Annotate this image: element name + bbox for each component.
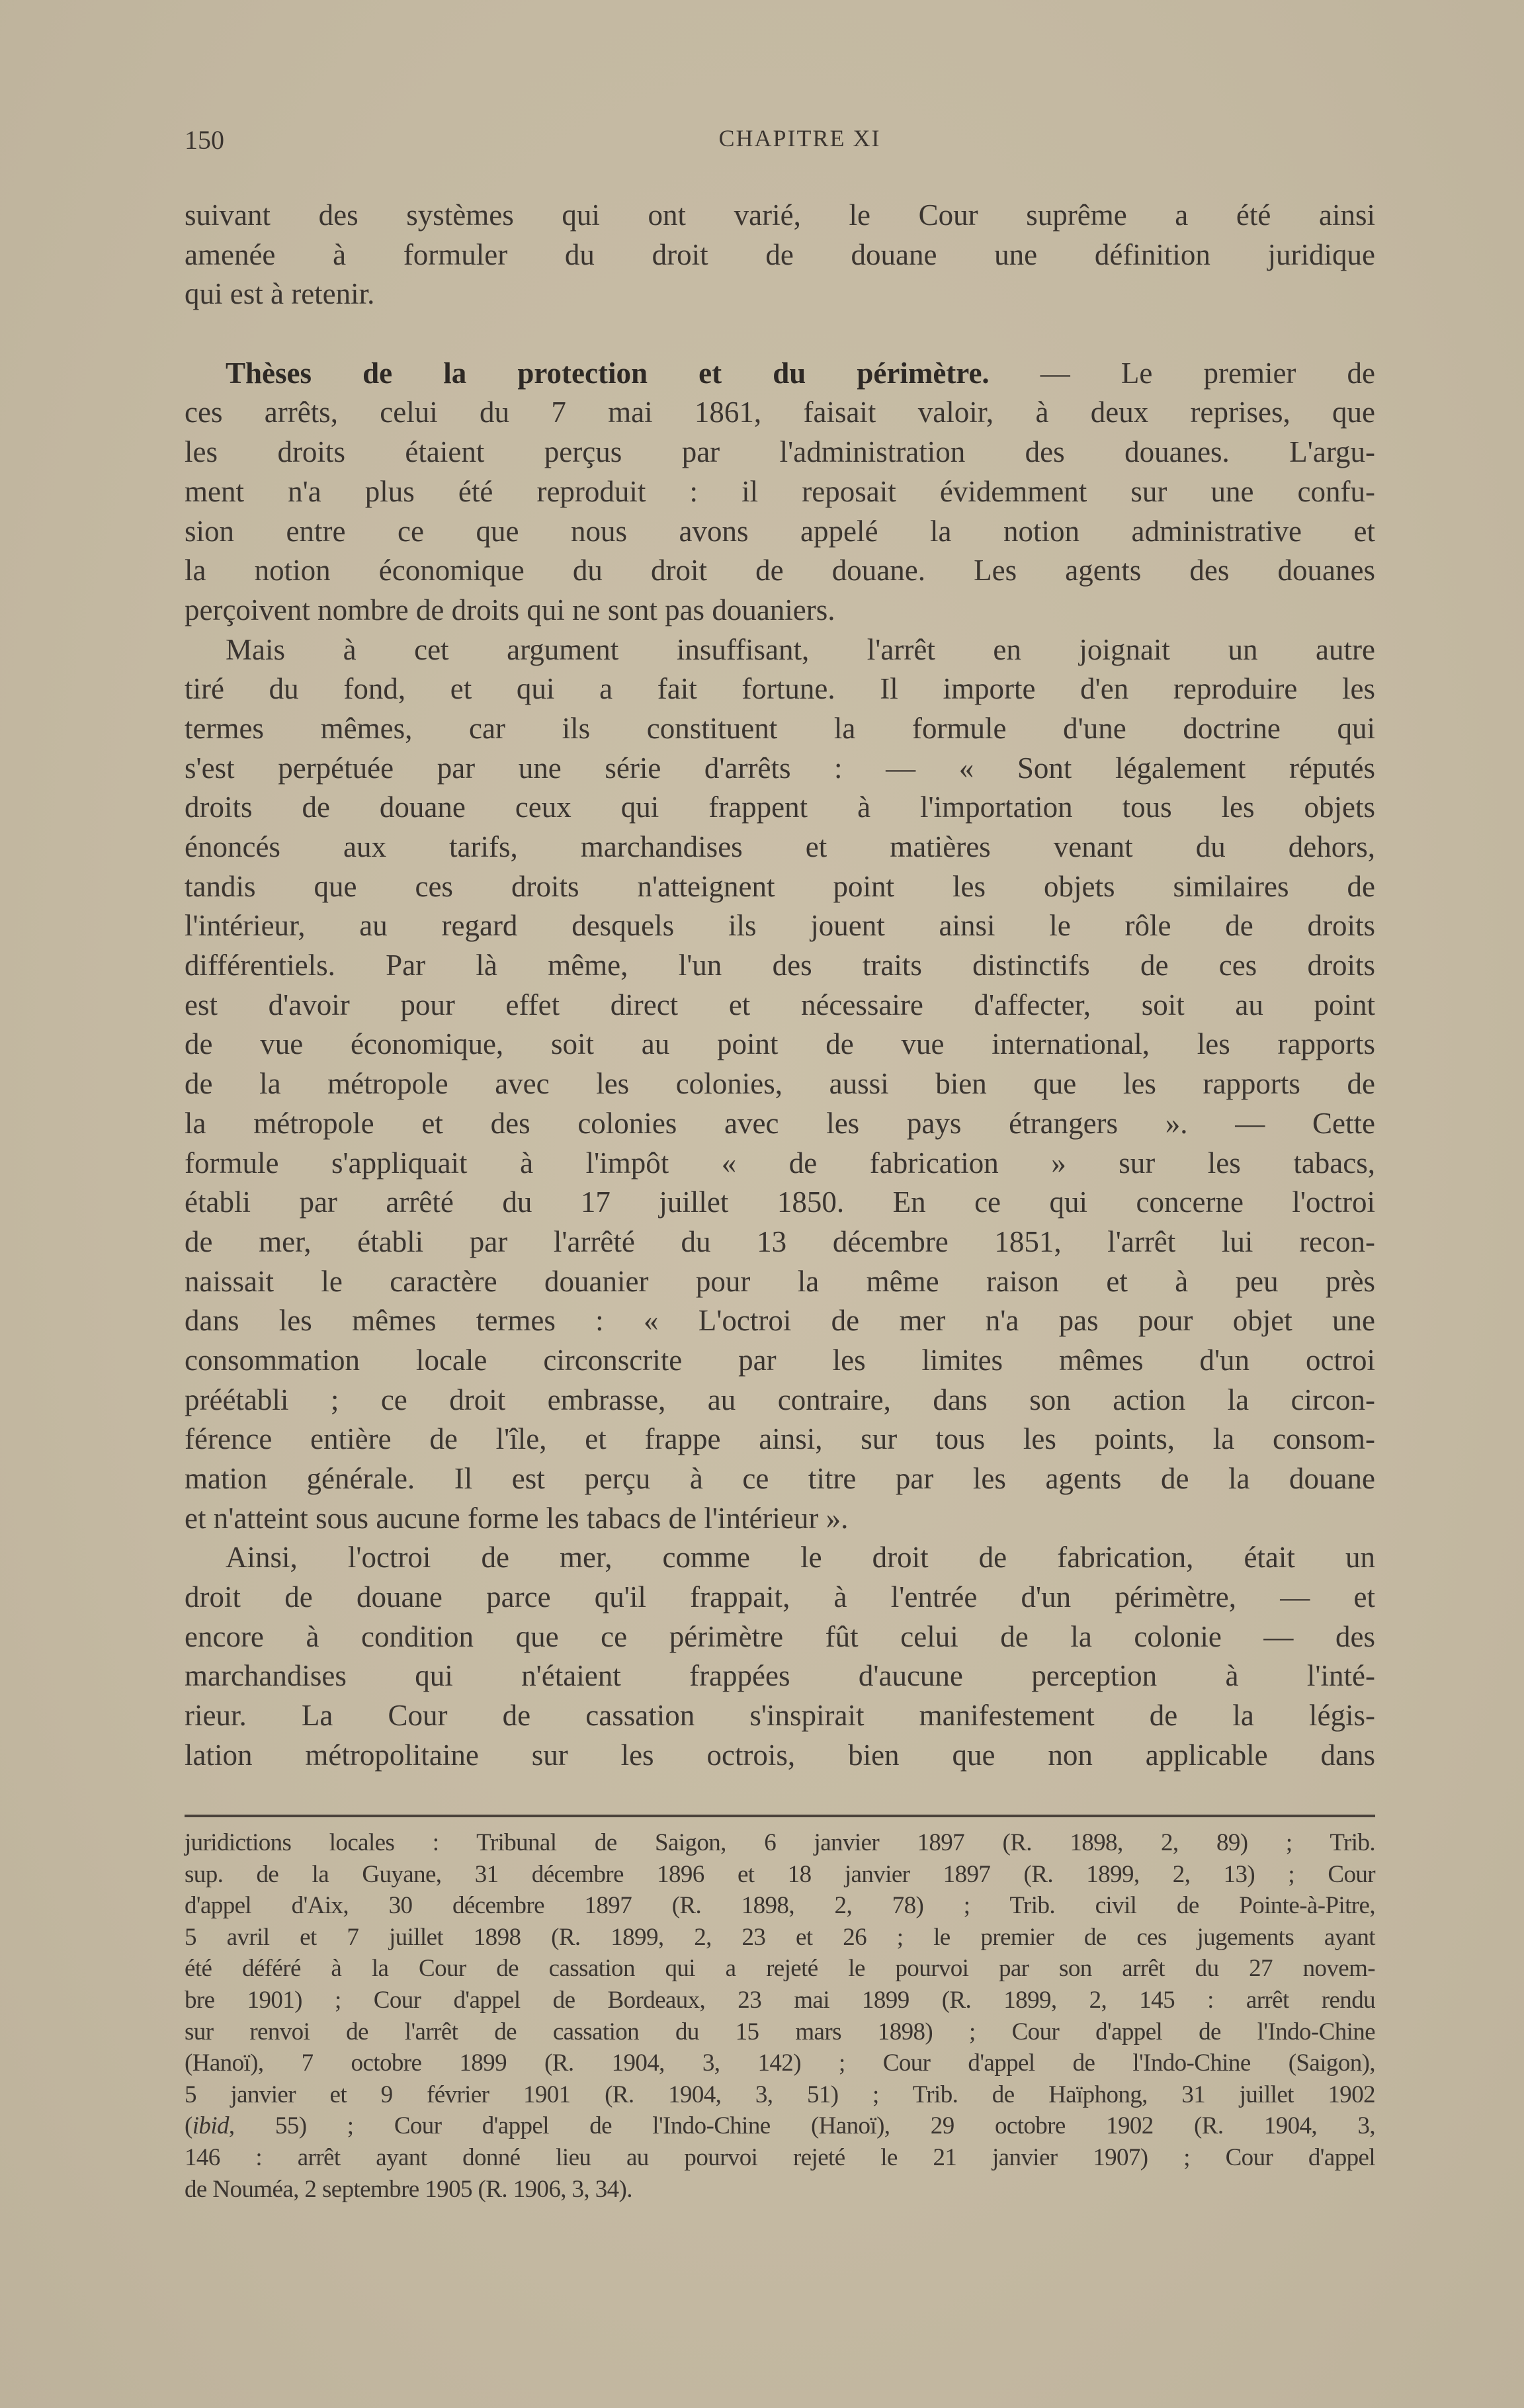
text-fragment: , 55) ; Cour d'appel de l'Indo-Chine (Hanoï), 29 octobre 1902 (R. 1904, 3, [228,2112,1375,2140]
text-line [185,591,1375,630]
text-line [185,828,1375,867]
footnote-line [185,1922,1375,1954]
text-fragment: les droits étaient perçus par l'administration des douanes. L'argu- [185,435,1375,469]
text-line [185,1459,1375,1499]
text-line [185,196,1375,236]
text-line [185,749,1375,789]
text-fragment: Ainsi, l'octroi de mer, comme le droit de fabrication, était un [226,1541,1375,1574]
footnote-separator [185,1815,1375,1817]
text-fragment: droits de douane ceux qui frappent à l'importation tous les objets [185,791,1375,824]
text-fragment: 5 avril et 7 juillet 1898 (R. 1899, 2, 23 et 26 ; le premier de ces jugements ayant [185,1923,1375,1951]
text-line [185,393,1375,433]
footnote [185,1827,1375,2205]
text-fragment: termes mêmes, car ils constituent la formule d'une doctrine qui [185,711,1375,745]
footnote-line [185,2110,1375,2142]
text-line [185,1420,1375,1459]
text-line [185,512,1375,552]
text-fragment: l'intérieur, au regard desquels ils jouent ainsi le rôle de droits [185,909,1375,943]
text-fragment: la notion économique du droit de douane. Les agents des douanes [185,554,1375,587]
text-line [185,1025,1375,1064]
text-fragment: naissait le caractère douanier pour la même raison et à peu près [185,1264,1375,1298]
text-fragment: ment n'a plus été reproduit : il reposait évidemment sur une confu- [185,474,1375,508]
page-header [185,124,1375,164]
text-fragment: la métropole et des colonies avec les pays étrangers ». — Cette [185,1106,1375,1140]
text-fragment: de la métropole avec les colonies, aussi bien que les rapports de [185,1067,1375,1101]
text-line [185,1144,1375,1183]
text-line [185,551,1375,591]
text-fragment: 5 janvier et 9 février 1901 (R. 1904, 3, 51) ; Trib. de Haïphong, 31 juillet 1902 [185,2081,1375,2108]
text-fragment: tandis que ces droits n'atteignent point les objets similaires de [185,869,1375,903]
text-fragment: — Le premier de [989,356,1375,390]
italic-text: ibid [192,2112,229,2140]
text-line [185,1499,1375,1539]
text-fragment: d'appel d'Aix, 30 décembre 1897 (R. 1898, 2, 78) ; Trib. civil de Pointe-à-Pitre, [185,1892,1375,1920]
blank-line [185,314,1375,354]
text-fragment: sion entre ce que nous avons appelé la notion administrative et [185,514,1375,548]
text-fragment: suivant des systèmes qui ont varié, le Cour suprême a été ainsi [185,198,1375,232]
text-line [185,1223,1375,1262]
text-line [185,1064,1375,1104]
text-fragment: bre 1901) ; Cour d'appel de Bordeaux, 23 mai 1899 (R. 1899, 2, 145 : arrêt rendu [185,1986,1375,2014]
text-fragment: lation métropolitaine sur les octrois, bien que non applicable dans [185,1738,1375,1772]
text-fragment: marchandises qui n'étaient frappées d'aucune perception à l'inté- [185,1659,1375,1693]
text-line [185,1262,1375,1302]
text-fragment: différentiels. Par là même, l'un des traits distinctifs de ces droits [185,949,1375,982]
text-fragment: énoncés aux tarifs, marchandises et matières venant du dehors, [185,830,1375,863]
text-fragment: qui est à retenir. [185,277,375,311]
text-line [185,472,1375,512]
text-fragment: est d'avoir pour effet direct et nécessaire d'affecter, soit au point [185,988,1375,1021]
text-fragment: (Hanoï), 7 octobre 1899 (R. 1904, 3, 142) ; Cour d'appel de l'Indo-Chine (Saigon), [185,2049,1375,2077]
text-line [185,354,1375,394]
text-fragment: de Nouméa, 2 septembre 1905 (R. 1906, 3, 34). [185,2175,632,2203]
text-fragment: ( [185,2112,192,2140]
text-line [185,1617,1375,1657]
text-fragment: formule s'appliquait à l'impôt « de fabrication » sur les tabacs, [185,1146,1375,1180]
text-line [185,1381,1375,1420]
text-fragment: de mer, établi par l'arrêté du 13 décembre 1851, l'arrêt lui recon- [185,1225,1375,1258]
text-fragment: établi par arrêté du 17 juillet 1850. En ce qui concerne l'octroi [185,1185,1375,1219]
footnote-line [185,2174,1375,2206]
text-fragment: juridictions locales : Tribunal de Saigon, 6 janvier 1897 (R. 1898, 2, 89) ; Trib. [185,1829,1375,1856]
footnote-line [185,1953,1375,1985]
text-fragment: férence entière de l'île, et frappe ainsi, sur tous les points, la consom- [185,1422,1375,1456]
text-fragment: et n'atteint sous aucune forme les tabacs de l'intérieur ». [185,1501,849,1535]
text-fragment: rieur. La Cour de cassation s'inspirait manifestement de la légis- [185,1699,1375,1733]
footnote-line [185,2079,1375,2111]
text-line [185,1736,1375,1776]
text-fragment: ces arrêts, celui du 7 mai 1861, faisait valoir, à deux reprises, que [185,396,1375,429]
page-number: 150 [185,125,224,155]
text-fragment: préétabli ; ce droit embrasse, au contraire, dans son action la circon- [185,1383,1375,1416]
text-line [185,1341,1375,1381]
footnote-line [185,2016,1375,2048]
text-line [185,1656,1375,1696]
text-line [185,275,1375,314]
footnote-line [185,2142,1375,2174]
footnote-line [185,1890,1375,1922]
text-line [185,1301,1375,1341]
text-line [185,1104,1375,1144]
text-fragment: sup. de la Guyane, 31 décembre 1896 et 18 janvier 1897 (R. 1899, 2, 13) ; Cour [185,1860,1375,1888]
text-line [185,906,1375,946]
text-line [185,1538,1375,1578]
text-line [185,709,1375,749]
text-fragment: dans les mêmes termes : « L'octroi de mer n'a pas pour objet une [185,1304,1375,1338]
text-line [185,669,1375,709]
running-head: CHAPITRE XI [718,125,881,151]
text-fragment: Mais à cet argument insuffisant, l'arrêt en joignait un autre [226,632,1375,666]
text-fragment: tiré du fond, et qui a fait fortune. Il importe d'en reproduire les [185,672,1375,706]
footnote-line [185,1827,1375,1859]
text-fragment: de vue économique, soit au point de vue international, les rapports [185,1027,1375,1061]
text-fragment: sur renvoi de l'arrêt de cassation du 15 mars 1898) ; Cour d'appel de l'Indo-Chine [185,2018,1375,2045]
text-fragment: encore à condition que ce périmètre fût celui de la colonie — des [185,1619,1375,1653]
text-line [185,433,1375,472]
text-fragment: consommation locale circonscrite par les limites mêmes d'un octroi [185,1343,1375,1377]
text-fragment: perçoivent nombre de droits qui ne sont pas douaniers. [185,593,835,626]
text-line [185,1696,1375,1736]
text-line [185,946,1375,986]
text-line [185,236,1375,275]
text-line [185,1578,1375,1617]
text-line [185,867,1375,907]
footnote-line [185,1859,1375,1891]
section-heading: Thèses de la protection et du périmètre. [226,356,990,390]
text-line [185,630,1375,670]
text-fragment: amenée à formuler du droit de douane une définition juridique [185,237,1375,271]
text-line [185,1183,1375,1223]
text-fragment: été déféré à la Cour de cassation qui a rejeté le pourvoi par son arrêt du 27 novem- [185,1955,1375,1983]
main-text [185,196,1375,1776]
footnote-line [185,1985,1375,2016]
text-fragment: droit de douane parce qu'il frappait, à l'entrée d'un périmètre, — et [185,1580,1375,1614]
text-line [185,986,1375,1025]
text-line [185,788,1375,828]
text-fragment: s'est perpétuée par une série d'arrêts : — « Sont légalement réputés [185,751,1375,785]
text-fragment: 146 : arrêt ayant donné lieu au pourvoi rejeté le 21 janvier 1907) ; Cour d'appel [185,2143,1375,2171]
footnote-line [185,2047,1375,2079]
text-fragment: mation générale. Il est perçu à ce titre par les agents de la douane [185,1462,1375,1495]
